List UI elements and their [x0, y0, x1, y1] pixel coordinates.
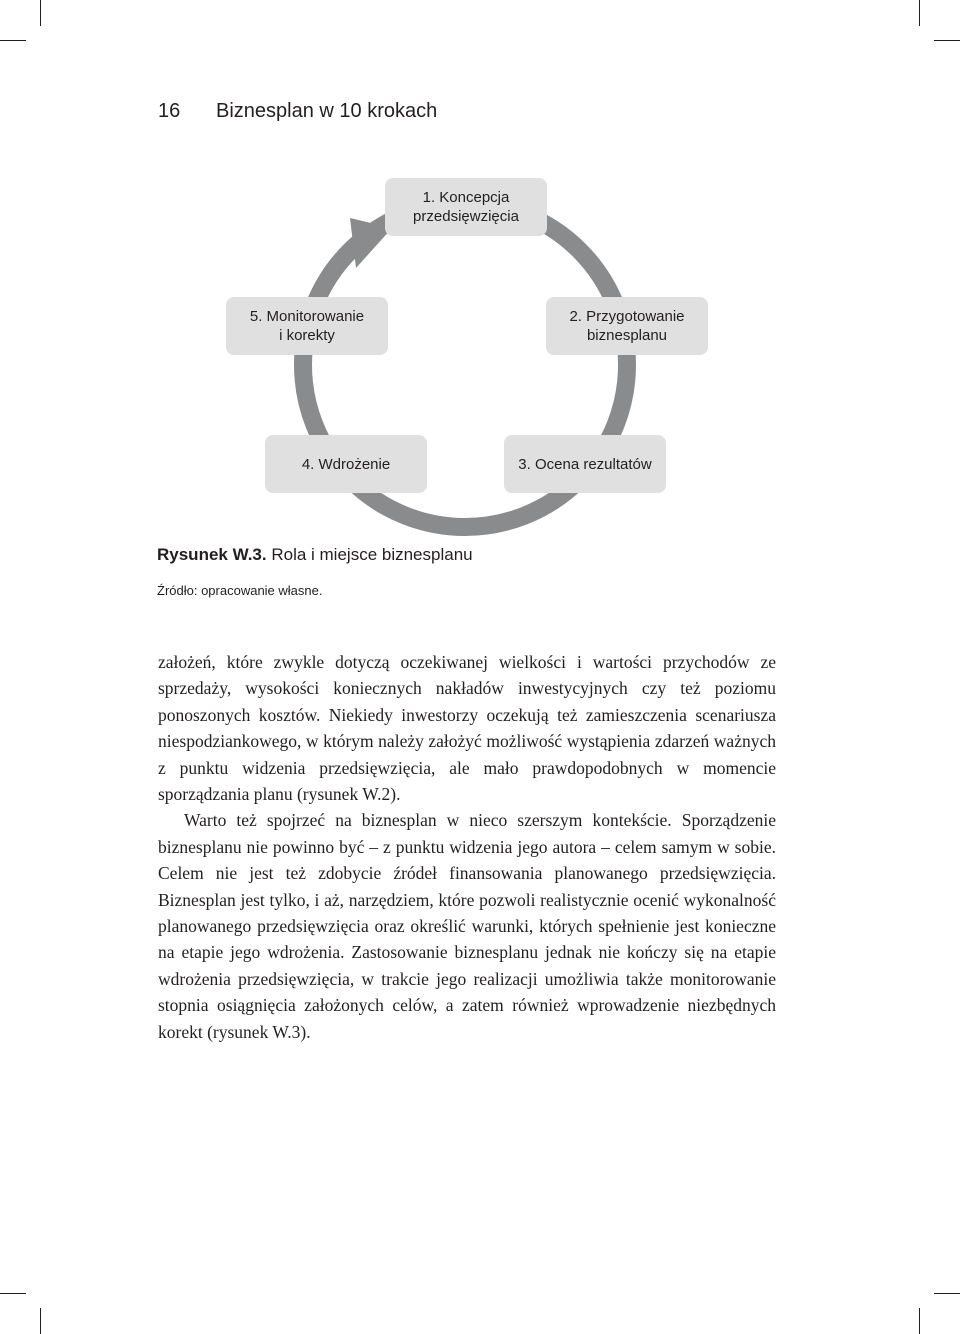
step-box-3 — [504, 435, 666, 493]
step-label: 4. Wdrożenie — [301, 455, 391, 473]
step-box-5 — [226, 297, 388, 355]
book-title: Biznesplan w 10 krokach — [216, 100, 438, 122]
crop-mark — [0, 1293, 26, 1294]
paragraph: założeń, które zwykle dotyczą oczekiwanej wielkości i wartości przychodów ze sprzedaży, wysokości koniecznych nakładów inwestycyjnych czy też poziomu ponoszonych kosztów. Niekiedy inwestorzy oczekują też zamieszczenia scenariusza niespodziankowego, w którym należy założyć możliwość wystąpienia zdarzeń ważnych z punktu widzenia przedsięwzięcia, ale mało prawdopodobnych w momencie sporządzania planu (rysunek W.2). — [158, 652, 776, 805]
figure-source: Źródło: opracowanie własne. — [157, 583, 323, 598]
step-label: 1. Koncepcja przedsięwzięcia — [413, 189, 519, 225]
crop-mark — [40, 1308, 41, 1334]
step-label: 3. Ocena rezultatów — [518, 455, 652, 473]
step-box-4 — [265, 435, 427, 493]
page-number: 16 — [158, 100, 181, 122]
paragraph: Warto też spojrzeć na biznesplan w nieco szerszym kontekście. Sporządzenie biznesplanu nie powinno być – z punktu widzenia jego autora – celem samym w sobie. Celem nie jest też zdobycie źródeł finansowania planowanego przedsięwzięcia. Biznesplan jest tylko, i aż, narzędziem, które pozwoli realistycznie ocenić wykonalność planowanego przedsięwzięcia oraz określić warunki, których spełnienie jest konieczne na etapie jego wdrożenia. Zastosowanie biznesplanu jednak nie kończy się na etapie wdrożenia przedsięwzięcia, w trakcie jego realizacji umożliwia także monitorowanie stopnia osiągnięcia założonych celów, a zatem również wprowadzenie niezbędnych korekt (rysunek W.3). — [158, 810, 776, 1042]
step-box-2 — [546, 297, 708, 355]
figure-caption — [157, 545, 473, 565]
body-text — [158, 649, 776, 1045]
caption-label: Rysunek W.3. — [157, 545, 267, 564]
step-box-1 — [385, 178, 547, 236]
crop-mark — [919, 1308, 920, 1334]
step-label: 2. Przygotowanie biznesplanu — [569, 308, 685, 344]
crop-mark — [934, 1293, 960, 1294]
cycle-diagram — [0, 0, 960, 560]
step-label: 5. Monitorowanie i korekty — [249, 308, 365, 344]
caption-text: Rola i miejsce biznesplanu — [266, 545, 473, 564]
